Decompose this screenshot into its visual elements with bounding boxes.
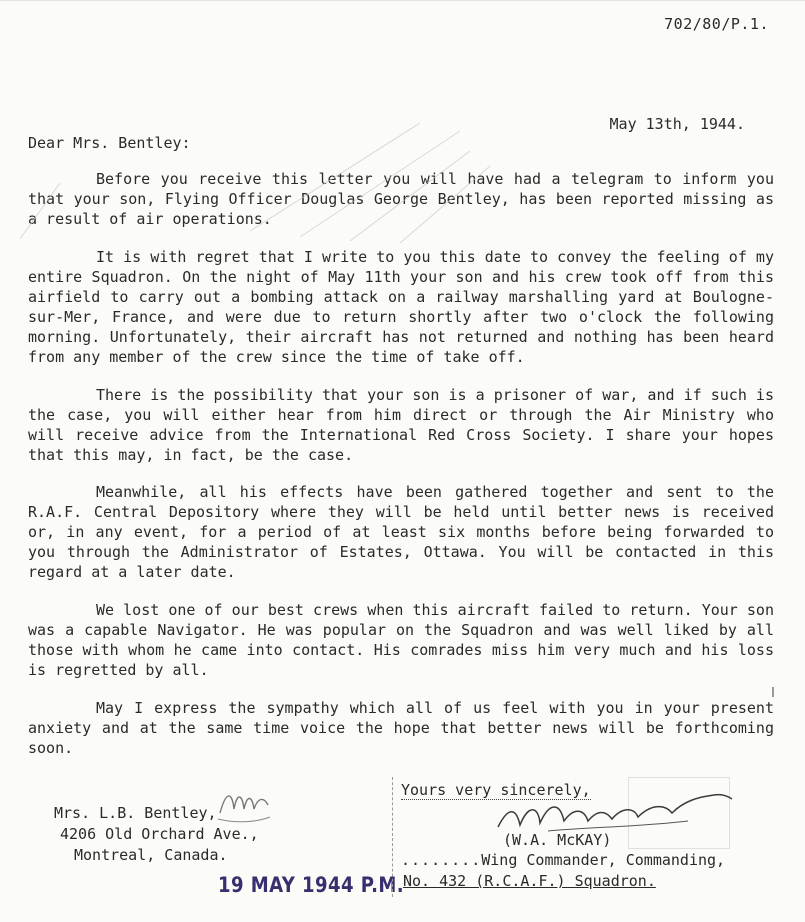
salutation: Dear Mrs. Bentley: bbox=[28, 134, 191, 152]
initials-mark bbox=[214, 779, 274, 829]
letter-body bbox=[28, 169, 774, 776]
file-reference: 702/80/P.1. bbox=[664, 15, 769, 33]
paragraph-prisoner: There is the possibility that your son is a prisoner of war, and if such is the case, you will either hear from him direct or through the Air Ministry who will receive advice from the International Red Cross Society. I share your hopes that this may, in fact, be the case. bbox=[28, 386, 774, 464]
paragraph-mission: It is with regret that I write to you this date to convey the feeling of my entire Squadron. On the night of May 11th your son and his crew took off from this airfield to carry out a bombing attack on a railway marshalling yard at Boulogne-sur-Mer, France, and were due to return shortly after two o'clock the following morning. Unfortunately, their aircraft has not returned and nothing has been heard from any member of the crew since the time of take off. bbox=[28, 248, 774, 366]
letter-date: May 13th, 1944. bbox=[609, 115, 745, 133]
address-line-city: Montreal, Canada. bbox=[74, 846, 228, 864]
paragraph-sympathy: May I express the sympathy which all of us feel with you in your present anxiety and at the same time voice the hope that better news will be forthcoming soon. bbox=[28, 699, 774, 757]
signer-name: (W.A. McKAY) bbox=[503, 831, 612, 849]
signer-rank-text: Wing Commander, Commanding, bbox=[481, 851, 726, 869]
handwritten-signature bbox=[488, 787, 738, 837]
address-line-name: Mrs. L.B. Bentley, bbox=[54, 804, 217, 822]
signature-block bbox=[392, 777, 733, 897]
closing-text: Yours very sincerely, bbox=[401, 781, 591, 799]
signer-rank: ........Wing Commander, Commanding, bbox=[401, 851, 726, 869]
paragraph-crew: We lost one of our best crews when this aircraft failed to return. Your son was a capable Navigator. He was popular on the Squadron and was well liked by all those with whom he came into contact. His comrades miss him very much and his loss is regretted by all. bbox=[28, 601, 774, 679]
squadron-name: No. 432 (R.C.A.F.) Squadron. bbox=[403, 872, 656, 890]
address-line-street: 4206 Old Orchard Ave., bbox=[60, 825, 259, 843]
paragraph-effects: Meanwhile, all his effects have been gathered together and sent to the R.A.F. Central Depository where they will be held until better news is received or, in any event, for a period of at least six months before being forwarded to you through the Administrator of Estates, Ottawa. You will be contacted in this regard at a later date. bbox=[28, 483, 774, 581]
received-date-stamp: 19 MAY 1944 P.M. bbox=[218, 873, 405, 897]
edge-mark-right bbox=[772, 687, 774, 697]
paragraph-telegram: Before you receive this letter you will have had a telegram to inform you that your son, Flying Officer Douglas George Bentley, has been reported missing as a result of air operations. bbox=[28, 170, 774, 228]
